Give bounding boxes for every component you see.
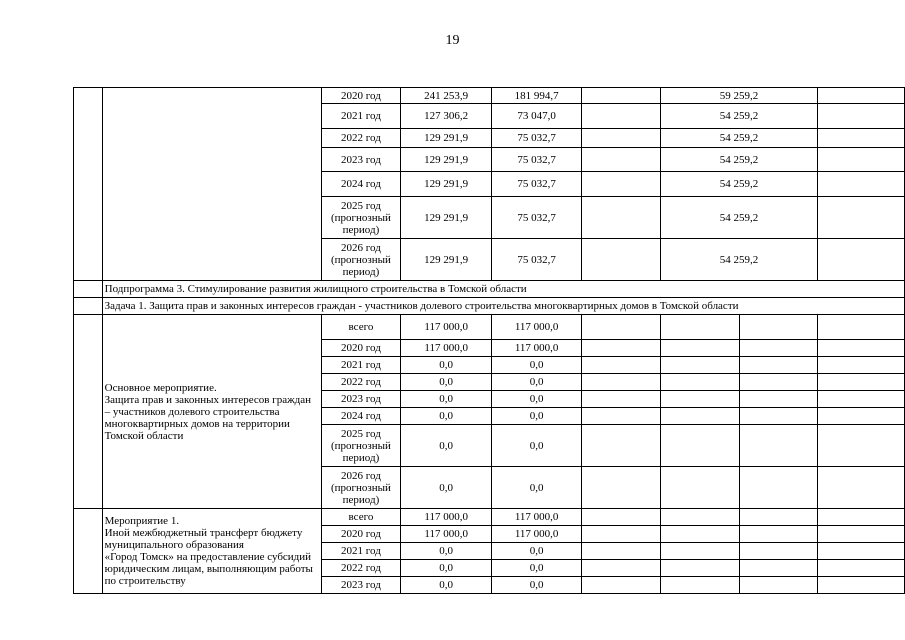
value-cell: 0,0 (492, 425, 582, 467)
value-cell: 117 000,0 (492, 340, 582, 357)
number-cell (74, 315, 103, 509)
page-number: 19 (445, 33, 460, 48)
year-cell: всего (321, 315, 401, 340)
value-cell: 0,0 (492, 467, 582, 509)
table-row (74, 509, 905, 526)
year-cell: 2022 год (321, 374, 401, 391)
total-cell: 241 253,9 (401, 88, 492, 104)
number-cell (74, 281, 103, 298)
description-cell (102, 88, 321, 281)
table-row (74, 88, 905, 104)
value-cell (582, 239, 661, 281)
activity-1-description: Мероприятие 1. Иной межбюджетный трансферт бюджету муниципального образования «Город Томск» на предоставление субсидий юридическим лицам, выполняющим работы по строительству (102, 509, 321, 594)
year-cell: 2022 год (321, 560, 401, 577)
total-cell: 0,0 (401, 374, 492, 391)
value-cell: 54 259,2 (660, 172, 817, 197)
table-row (74, 315, 905, 340)
total-cell: 129 291,9 (401, 239, 492, 281)
value-cell (818, 129, 905, 148)
value-cell: 0,0 (492, 357, 582, 374)
year-cell: всего (321, 509, 401, 526)
value-cell: 0,0 (492, 408, 582, 425)
budget-table (73, 87, 905, 594)
year-cell: 2021 год (321, 357, 401, 374)
main-activity-description: Основное мероприятие. Защита прав и законных интересов граждан – участников долевого строительства многоквартирных домов на территории Томской области (102, 315, 321, 509)
total-cell: 117 000,0 (401, 526, 492, 543)
total-cell: 0,0 (401, 543, 492, 560)
year-cell: 2022 год (321, 129, 401, 148)
value-cell (582, 104, 661, 129)
value-cell: 75 032,7 (492, 129, 582, 148)
subprogram-row (74, 281, 905, 298)
value-cell: 0,0 (492, 577, 582, 594)
year-cell: 2023 год (321, 391, 401, 408)
total-cell: 129 291,9 (401, 172, 492, 197)
total-cell: 0,0 (401, 391, 492, 408)
total-cell: 117 000,0 (401, 340, 492, 357)
total-cell: 129 291,9 (401, 129, 492, 148)
value-cell (818, 148, 905, 172)
year-cell: 2023 год (321, 577, 401, 594)
value-cell: 54 259,2 (660, 129, 817, 148)
number-cell (74, 298, 103, 315)
task-heading: Задача 1. Защита прав и законных интересов граждан - участников долевого строительства многоквартирных домов в Томской области (102, 298, 904, 315)
value-cell (582, 172, 661, 197)
total-cell: 129 291,9 (401, 197, 492, 239)
value-cell (818, 239, 905, 281)
value-cell: 75 032,7 (492, 239, 582, 281)
year-cell: 2024 год (321, 408, 401, 425)
value-cell: 181 994,7 (492, 88, 582, 104)
value-cell: 75 032,7 (492, 172, 582, 197)
number-cell (74, 88, 103, 281)
year-cell: 2020 год (321, 88, 401, 104)
value-cell: 117 000,0 (492, 509, 582, 526)
subprogram-heading: Подпрограмма 3. Стимулирование развития жилищного строительства в Томской области (102, 281, 904, 298)
value-cell (582, 197, 661, 239)
value-cell: 75 032,7 (492, 148, 582, 172)
value-cell (582, 129, 661, 148)
year-cell: 2020 год (321, 340, 401, 357)
value-cell: 0,0 (492, 560, 582, 577)
year-cell: 2026 год (прогнозный период) (321, 239, 401, 281)
value-cell: 54 259,2 (660, 148, 817, 172)
value-cell: 117 000,0 (492, 315, 582, 340)
total-cell: 117 000,0 (401, 315, 492, 340)
value-cell: 0,0 (492, 374, 582, 391)
value-cell: 117 000,0 (492, 526, 582, 543)
year-cell: 2024 год (321, 172, 401, 197)
value-cell (818, 88, 905, 104)
year-cell: 2025 год (прогнозный период) (321, 197, 401, 239)
task-row (74, 298, 905, 315)
value-cell: 0,0 (492, 391, 582, 408)
number-cell (74, 509, 103, 594)
value-cell: 59 259,2 (660, 88, 817, 104)
value-cell: 0,0 (492, 543, 582, 560)
total-cell: 127 306,2 (401, 104, 492, 129)
value-cell (818, 172, 905, 197)
value-cell (582, 88, 661, 104)
year-cell: 2021 год (321, 104, 401, 129)
value-cell (582, 148, 661, 172)
year-cell: 2020 год (321, 526, 401, 543)
total-cell: 0,0 (401, 357, 492, 374)
year-cell: 2021 год (321, 543, 401, 560)
total-cell: 129 291,9 (401, 148, 492, 172)
total-cell: 0,0 (401, 560, 492, 577)
value-cell: 54 259,2 (660, 104, 817, 129)
total-cell: 0,0 (401, 408, 492, 425)
value-cell: 54 259,2 (660, 239, 817, 281)
year-cell: 2026 год (прогнозный период) (321, 467, 401, 509)
value-cell: 54 259,2 (660, 197, 817, 239)
total-cell: 0,0 (401, 467, 492, 509)
total-cell: 0,0 (401, 577, 492, 594)
total-cell: 0,0 (401, 425, 492, 467)
value-cell: 73 047,0 (492, 104, 582, 129)
total-cell: 117 000,0 (401, 509, 492, 526)
value-cell (818, 104, 905, 129)
year-cell: 2025 год (прогнозный период) (321, 425, 401, 467)
year-cell: 2023 год (321, 148, 401, 172)
value-cell (818, 197, 905, 239)
value-cell: 75 032,7 (492, 197, 582, 239)
